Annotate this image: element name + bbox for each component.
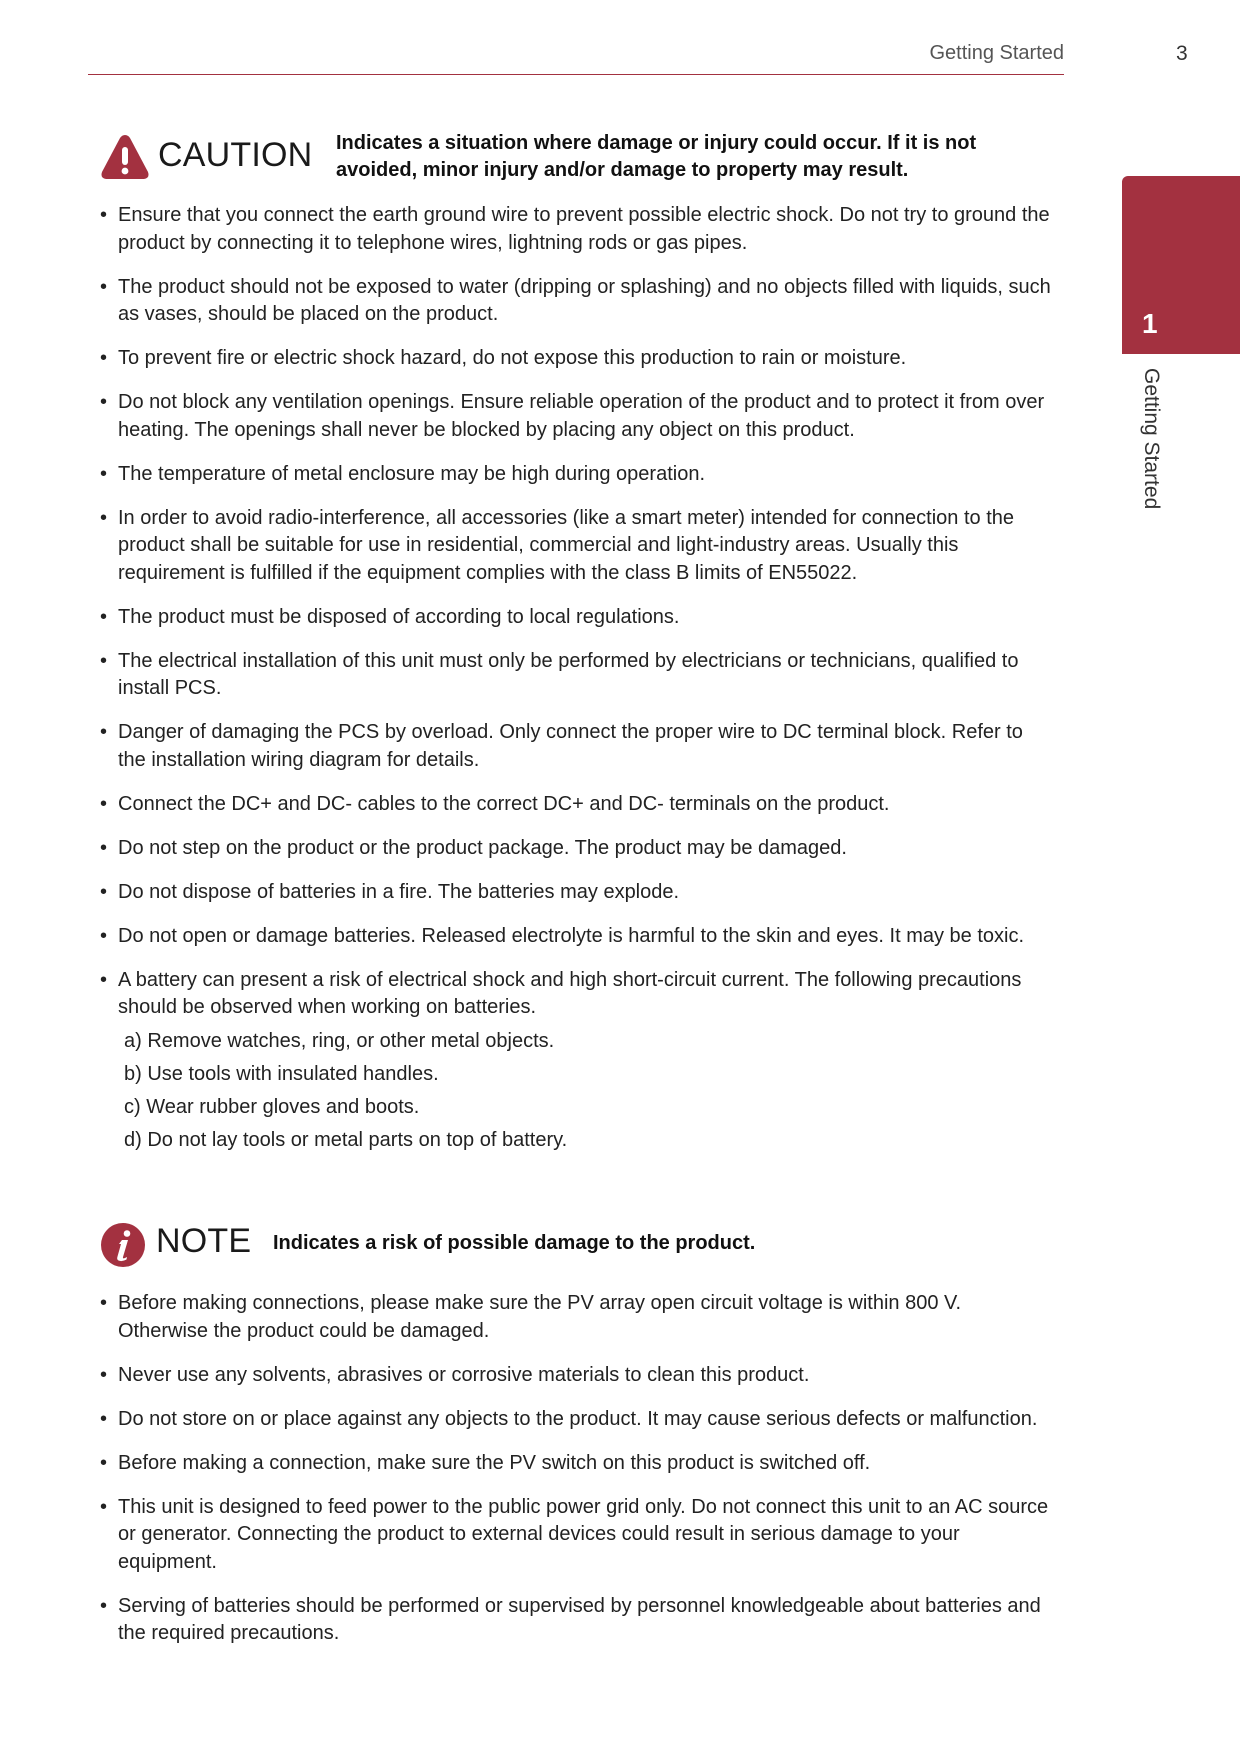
chapter-tab-label: Getting Started xyxy=(1140,368,1163,510)
list-item: • Danger of damaging the PCS by overload. Only connect the proper wire to DC terminal block. Refer to the installation wiring diagram for details. xyxy=(100,719,1055,774)
sub-item: d) Do not lay tools or metal parts on top of battery. xyxy=(124,1128,568,1151)
warning-triangle-icon xyxy=(100,132,150,182)
list-item: • Do not dispose of batteries in a fire. The batteries may explode. xyxy=(100,879,1055,907)
list-item: • The temperature of metal enclosure may be high during operation. xyxy=(100,461,1055,489)
page-number: 3 xyxy=(1176,42,1188,65)
list-item: • Do not step on the product or the product package. The product may be damaged. xyxy=(100,835,1055,863)
caution-heading: CAUTION xyxy=(158,136,313,174)
list-item: • To prevent fire or electric shock hazard, do not expose this production to rain or moisture. xyxy=(100,345,1055,373)
list-item: • Never use any solvents, abrasives or corrosive materials to clean this product. xyxy=(100,1362,1055,1390)
chapter-number: 1 xyxy=(1142,308,1158,339)
list-item: • Connect the DC+ and DC- cables to the correct DC+ and DC- terminals on the product. xyxy=(100,791,1055,819)
info-circle-icon xyxy=(100,1222,150,1272)
sub-item: c) Wear rubber gloves and boots. xyxy=(124,1095,420,1118)
note-description: Indicates a risk of possible damage to the product. xyxy=(273,1232,756,1254)
list-item: • Before making connections, please make sure the PV array open circuit voltage is within 800 V. Otherwise the product could be damaged. xyxy=(100,1290,1055,1345)
page-header xyxy=(88,42,1064,75)
note-list xyxy=(100,1290,1055,1664)
list-item: • In order to avoid radio-interference, all accessories (like a smart meter) intended for connection to the product shall be suitable for use in residential, commercial and light-industry areas. Usually this requirement is fulfilled if the equipment complies with the class B limits of EN55022. xyxy=(100,505,1055,588)
list-item: • The product should not be exposed to water (dripping or splashing) and no objects filled with liquids, such as vases, should be placed on the product. xyxy=(100,274,1055,329)
list-item: • The product must be disposed of according to local regulations. xyxy=(100,604,1055,632)
list-item: • Do not block any ventilation openings. Ensure reliable operation of the product and to protect it from over heating. The openings shall never be blocked by placing any object on this product. xyxy=(100,389,1055,444)
caution-list xyxy=(100,202,1055,1173)
caution-description: Indicates a situation where damage or injury could occur. If it is not avoided, minor injury and/or damage to property may result. xyxy=(336,132,977,181)
list-item-text: A battery can present a risk of electrical shock and high short-circuit current. The following precautions should be observed when working on batteries. xyxy=(118,968,1022,1018)
list-item: • Do not store on or place against any objects to the product. It may cause serious defects or malfunction. xyxy=(100,1406,1055,1434)
chapter-tab xyxy=(1122,176,1240,354)
battery-precautions xyxy=(124,1025,1055,1157)
list-item: • Do not open or damage batteries. Released electrolyte is harmful to the skin and eyes. It may be toxic. xyxy=(100,923,1055,951)
list-item-battery xyxy=(100,967,1055,1157)
header-section-title: Getting Started xyxy=(929,42,1064,64)
list-item: • The electrical installation of this unit must only be performed by electricians or technicians, qualified to install PCS. xyxy=(100,648,1055,703)
sub-item: a) Remove watches, ring, or other metal objects. xyxy=(124,1029,555,1052)
caution-callout xyxy=(100,130,1050,194)
note-heading: NOTE xyxy=(156,1222,252,1260)
list-item: • This unit is designed to feed power to the public power grid only. Do not connect this unit to an AC source or generator. Connecting the product to external devices could result in serious damage to your equipment. xyxy=(100,1494,1055,1577)
list-item: • Ensure that you connect the earth ground wire to prevent possible electric shock. Do not try to ground the product by connecting it to telephone wires, lightning rods or gas pipes. xyxy=(100,202,1055,257)
sub-item: b) Use tools with insulated handles. xyxy=(124,1062,439,1085)
note-callout xyxy=(100,1218,1050,1268)
list-item: • Serving of batteries should be performed or supervised by personnel knowledgeable about batteries and the required precautions. xyxy=(100,1593,1055,1648)
list-item: • Before making a connection, make sure the PV switch on this product is switched off. xyxy=(100,1450,1055,1478)
